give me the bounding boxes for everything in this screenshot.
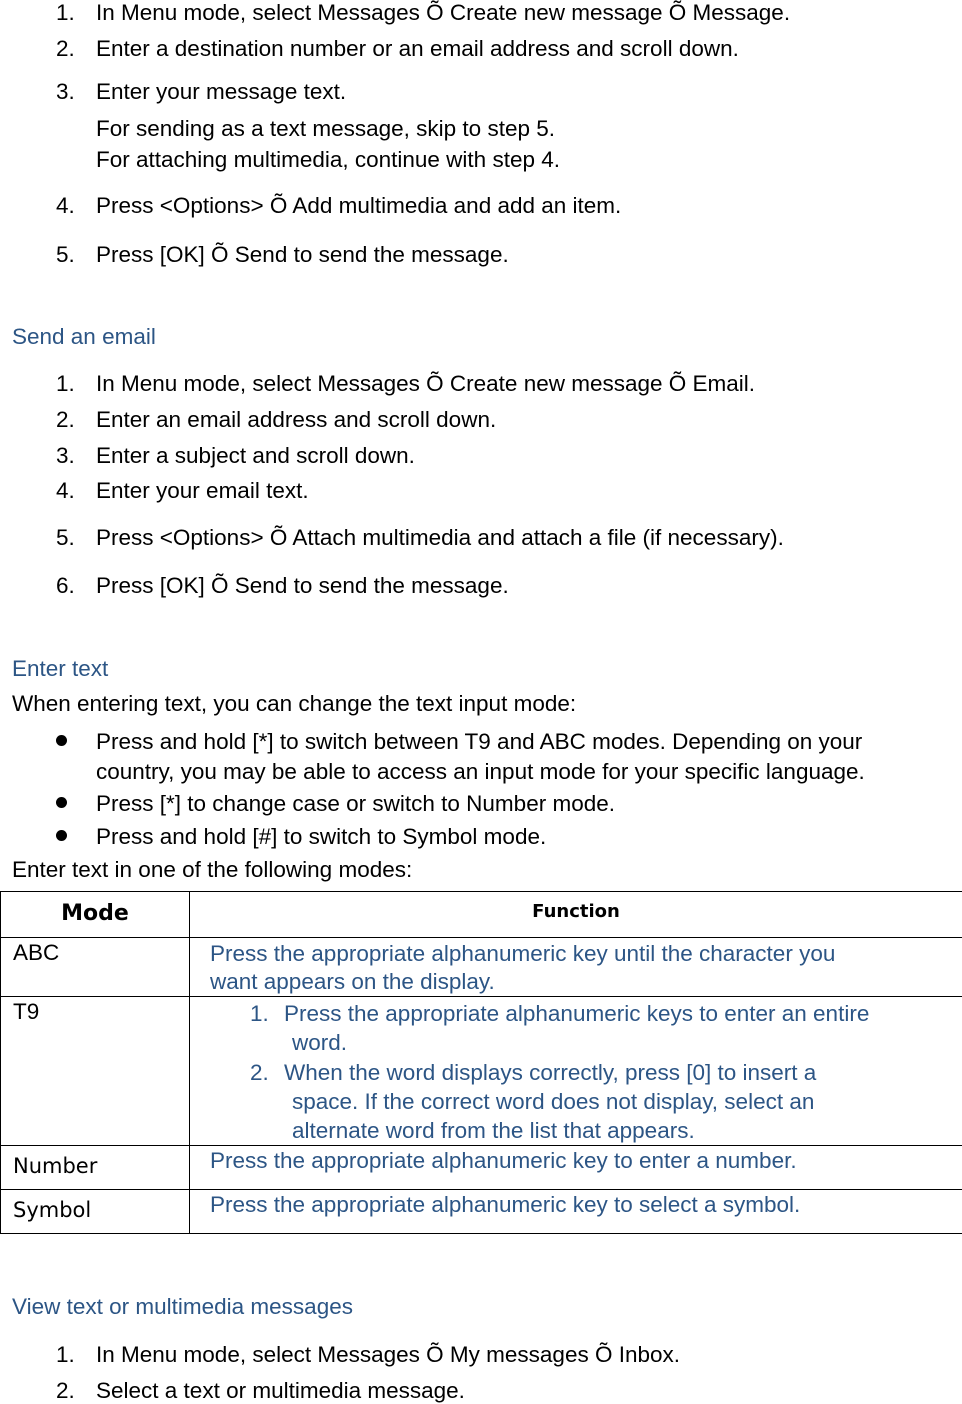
function-text: word.: [292, 1030, 348, 1055]
list-number: 1.: [250, 1001, 269, 1026]
bullet-text: Press and hold [#] to switch to Symbol mode.: [96, 824, 547, 849]
step-number: 6.: [56, 573, 75, 598]
step-number: 2.: [56, 36, 75, 61]
function-text: Press the appropriate alphanumeric keys to enter an entire: [284, 1001, 870, 1026]
step-number: 3.: [56, 79, 75, 104]
table-header-row: [1, 892, 962, 938]
table-row: [1, 1146, 962, 1190]
function-text: Press the appropriate alphanumeric key until the character you: [210, 941, 836, 966]
step-number: 1.: [56, 1342, 75, 1367]
function-cell: [190, 1190, 962, 1234]
function-text: alternate word from the list that appears.: [292, 1118, 695, 1143]
step-number: 2.: [56, 407, 75, 432]
function-cell: [190, 997, 962, 1146]
header-function: Function: [190, 892, 962, 938]
function-text: Press the appropriate alphanumeric key to enter a number.: [210, 1148, 797, 1173]
function-cell: [190, 1146, 962, 1190]
step-text: Press [OK] Õ Send to send the message.: [96, 242, 509, 267]
step-number: 1.: [56, 371, 75, 396]
step-text: Select a text or multimedia message.: [96, 1378, 465, 1403]
bullet-icon: [56, 830, 67, 841]
header-mode: Mode: [1, 892, 190, 938]
mode-cell: [1, 997, 190, 1146]
step-text: Enter an email address and scroll down.: [96, 407, 497, 432]
mode-cell: [1, 938, 190, 997]
step-text: Press <Options> Õ Attach multimedia and attach a file (if necessary).: [96, 525, 784, 550]
mode-cell: [1, 1146, 190, 1190]
section-heading-view-messages: View text or multimedia messages: [12, 1294, 353, 1319]
table-intro: Enter text in one of the following modes:: [12, 857, 413, 882]
step-text: In Menu mode, select Messages Õ Create new message Õ Message.: [96, 0, 791, 25]
step-text: Enter a subject and scroll down.: [96, 443, 415, 468]
step-note: For sending as a text message, skip to step 5.: [96, 116, 555, 141]
mode-cell: [1, 1190, 190, 1234]
step-note: For attaching multimedia, continue with step 4.: [96, 147, 560, 172]
step-number: 5.: [56, 242, 75, 267]
list-number: 2.: [250, 1060, 269, 1085]
mode-name: ABC: [13, 940, 60, 965]
step-number: 3.: [56, 443, 75, 468]
step-text: Enter a destination number or an email address and scroll down.: [96, 36, 739, 61]
step-text: In Menu mode, select Messages Õ My messages Õ Inbox.: [96, 1342, 681, 1367]
mode-name: Number: [13, 1154, 98, 1178]
enter-text-intro: When entering text, you can change the text input mode:: [12, 691, 577, 716]
table-row: [1, 1190, 962, 1234]
section-heading-enter-text: Enter text: [12, 656, 109, 681]
step-number: 2.: [56, 1378, 75, 1403]
section-heading-send-email: Send an email: [12, 324, 156, 349]
step-text: In Menu mode, select Messages Õ Create new message Õ Email.: [96, 371, 756, 396]
bullet-icon: [56, 797, 67, 808]
table-row: [1, 997, 962, 1146]
function-text: space. If the correct word does not display, select an: [292, 1089, 815, 1114]
mode-name: Symbol: [13, 1198, 92, 1222]
function-text: When the word displays correctly, press [0] to insert a: [284, 1060, 817, 1085]
bullet-icon: [56, 735, 67, 746]
step-number: 1.: [56, 0, 75, 25]
step-number: 4.: [56, 193, 75, 218]
input-modes-table: [0, 891, 962, 1234]
bullet-text: country, you may be able to access an input mode for your specific language.: [96, 759, 865, 784]
step-text: Press <Options> Õ Add multimedia and add an item.: [96, 193, 622, 218]
bullet-text: Press [*] to change case or switch to Number mode.: [96, 791, 615, 816]
function-cell: [190, 938, 962, 997]
mode-name: T9: [13, 999, 40, 1024]
bullet-text: Press and hold [*] to switch between T9 and ABC modes. Depending on your: [96, 729, 863, 754]
step-text: Enter your message text.: [96, 79, 347, 104]
function-text: Press the appropriate alphanumeric key to select a symbol.: [210, 1192, 801, 1217]
step-number: 5.: [56, 525, 75, 550]
table-row: [1, 938, 962, 997]
step-text: Press [OK] Õ Send to send the message.: [96, 573, 509, 598]
function-text: want appears on the display.: [210, 969, 495, 994]
step-text: Enter your email text.: [96, 478, 309, 503]
step-number: 4.: [56, 478, 75, 503]
